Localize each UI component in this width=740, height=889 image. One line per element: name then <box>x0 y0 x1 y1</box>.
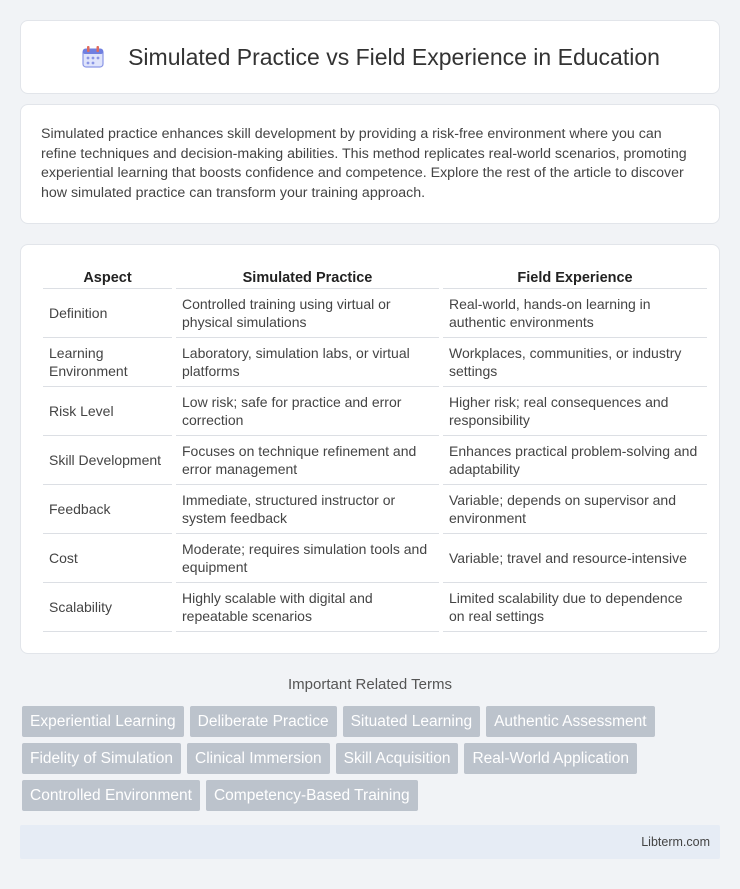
field-cell: Variable; depends on supervisor and environment <box>443 485 707 534</box>
field-cell: Variable; travel and resource-intensive <box>443 534 707 583</box>
simulated-cell: Highly scalable with digital and repeatable scenarios <box>176 583 439 632</box>
table-row <box>43 289 707 338</box>
simulated-cell: Low risk; safe for practice and error correction <box>176 387 439 436</box>
aspect-cell: Skill Development <box>43 436 172 485</box>
header-card <box>20 20 720 94</box>
simulated-cell: Immediate, structured instructor or system feedback <box>176 485 439 534</box>
aspect-cell: Cost <box>43 534 172 583</box>
table-row <box>43 485 707 534</box>
related-term-tag[interactable]: Experiential Learning <box>22 706 184 737</box>
page-title: Simulated Practice vs Field Experience in Education <box>128 43 660 70</box>
intro-card <box>20 104 720 224</box>
calendar-icon <box>80 44 106 70</box>
related-term-tag[interactable]: Skill Acquisition <box>336 743 459 774</box>
field-cell: Workplaces, communities, or industry settings <box>443 338 707 387</box>
table-row <box>43 338 707 387</box>
footer <box>20 825 720 859</box>
table-row <box>43 387 707 436</box>
related-term-tag[interactable]: Clinical Immersion <box>187 743 330 774</box>
simulated-cell: Moderate; requires simulation tools and equipment <box>176 534 439 583</box>
footer-site-link[interactable]: Libterm.com <box>641 835 710 849</box>
simulated-cell: Laboratory, simulation labs, or virtual platforms <box>176 338 439 387</box>
table-row <box>43 583 707 632</box>
column-header: Aspect <box>43 265 172 289</box>
column-header: Simulated Practice <box>176 265 439 289</box>
intro-text: Simulated practice enhances skill development by providing a risk-free environment where you can refine techniques and decision-making abilities. This method replicates real-world scenarios, promoting experiential learning that boosts confidence and competence. Explore the rest of the article to discover how simulated practice can transform your training approach. <box>41 126 687 201</box>
related-term-tag[interactable]: Authentic Assessment <box>486 706 655 737</box>
field-cell: Higher risk; real consequences and responsibility <box>443 387 707 436</box>
field-cell: Enhances practical problem-solving and adaptability <box>443 436 707 485</box>
related-term-tag[interactable]: Competency-Based Training <box>206 780 418 811</box>
aspect-cell: Risk Level <box>43 387 172 436</box>
related-term-tag[interactable]: Real-World Application <box>464 743 637 774</box>
related-term-tag[interactable]: Deliberate Practice <box>190 706 337 737</box>
column-header: Field Experience <box>443 265 707 289</box>
field-cell: Real-world, hands-on learning in authentic environments <box>443 289 707 338</box>
related-terms-title: Important Related Terms <box>288 676 452 693</box>
aspect-cell: Scalability <box>43 583 172 632</box>
related-terms-list <box>22 706 722 817</box>
simulated-cell: Controlled training using virtual or physical simulations <box>176 289 439 338</box>
related-term-tag[interactable]: Situated Learning <box>343 706 481 737</box>
field-cell: Limited scalability due to dependence on real settings <box>443 583 707 632</box>
aspect-cell: Learning Environment <box>43 338 172 387</box>
table-header-row <box>43 265 707 289</box>
aspect-cell: Definition <box>43 289 172 338</box>
table-row <box>43 534 707 583</box>
related-term-tag[interactable]: Fidelity of Simulation <box>22 743 181 774</box>
simulated-cell: Focuses on technique refinement and error management <box>176 436 439 485</box>
comparison-table <box>39 265 711 632</box>
comparison-card <box>20 244 720 654</box>
related-term-tag[interactable]: Controlled Environment <box>22 780 200 811</box>
aspect-cell: Feedback <box>43 485 172 534</box>
table-row <box>43 436 707 485</box>
